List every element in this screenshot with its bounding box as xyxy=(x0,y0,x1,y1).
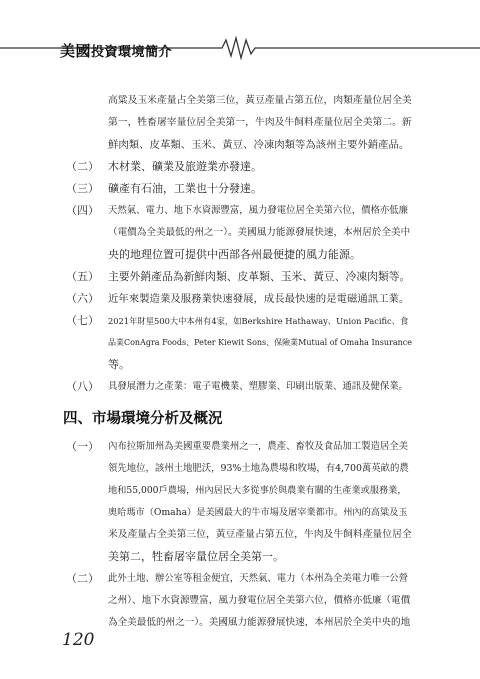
list-item-text: 具發展潛力之產業：電子電機業、塑膠業、印刷出版業、通訊及健保業。 xyxy=(108,381,409,392)
list-item-text: 礦產有石油，工業也十分發達。 xyxy=(108,182,262,195)
section-item-text: 領先地位，該州土地肥沃，93%土地為農場和牧場，有4,700萬英畝的農 xyxy=(108,463,409,474)
list-item-number: （七） xyxy=(66,314,99,327)
list-item-text: 央的地理位置可提供中西部各州最便捷的風力能源。 xyxy=(108,248,361,261)
list-item-number: （四） xyxy=(66,204,99,217)
list-item-text: 天然氣、電力、地下水資源豐富，風力發電位居全美第六位，價格亦低廉 xyxy=(108,205,409,216)
section-title: 四、市場環境分析及概況 xyxy=(63,410,223,427)
list-item-number: （五） xyxy=(66,270,99,283)
section-item-number: （二） xyxy=(66,572,99,585)
paragraph-line: 第一，牲畜屠宰量位居全美第一，牛肉及牛飼料產量位居全美第二。新 xyxy=(108,117,412,128)
list-item-text: 木材業、礦業及旅遊業亦發達。 xyxy=(108,160,262,173)
page-number: 120 xyxy=(62,630,95,650)
list-item-number: （八） xyxy=(66,380,99,393)
list-item-number: （二） xyxy=(66,160,99,173)
section-item-text: 米及產量占全美第三位，黃豆產量占第五位，牛肉及牛飼料產量位居全 xyxy=(108,529,412,540)
list-item-text: 近年來製造業及服務業快速發展，成長最快速的是電磁通訊工業。 xyxy=(108,293,410,305)
list-item-text: 2021年財星500大中本州有4家，如Berkshire Hathaway、Union Pacific、食 xyxy=(108,316,409,326)
header-title xyxy=(60,40,172,61)
list-item-text: 品業ConAgra Foods、Peter Kiewit Sons、保險業Mutual of Omaha Insurance xyxy=(108,338,412,347)
list-item-text: 等。 xyxy=(108,358,130,371)
header-title-main: 美國 xyxy=(60,42,92,60)
header-title-rest: 投資環境簡介 xyxy=(91,45,173,60)
list-item-number: （三） xyxy=(66,182,99,195)
list-item-text: 主要外銷產品為新鮮肉類、皮革類、玉米、黃豆、冷凍肉類等。 xyxy=(108,270,411,283)
section-item-text: 美第二，牲畜屠宰量位居全美第一。 xyxy=(108,550,284,563)
section-item-text: 此外土地、辦公室等租金便宜，天然氣、電力（本州為全美電力唯一公營 xyxy=(108,573,409,584)
page-header xyxy=(0,0,480,80)
list-item-number: （六） xyxy=(66,292,99,305)
paragraph-line: 高粱及玉米產量占全美第三位，黃豆產量占第五位，肉類產量位居全美 xyxy=(108,95,412,106)
section-item-text: 內布拉斯加州為美國重要農業州之一，農產、畜牧及食品加工製造居全美 xyxy=(108,441,409,452)
section-item-text: 之州）、地下水資源豐富，風力發電位居全美第六位，價格亦低廉（電價 xyxy=(108,595,411,606)
list-item-text: （電價為全美最低的州之一）。美國風力能源發展快速，本州居於全美中 xyxy=(108,227,411,238)
section-item-text: 奧哈瑪市（Omaha）是美國最大的牛市場及屠宰業都市。州內的高粱及玉 xyxy=(108,507,408,518)
paragraph-line: 鮮肉類、皮革類、玉米、黃豆、冷凍肉類等為該州主要外銷產品。 xyxy=(108,139,410,151)
section-item-text: 為全美最低的州之一）。美國風力能源發展快速，本州居於全美中央的地 xyxy=(108,617,411,628)
section-item-text: 地和55,000戶農場，州內居民大多從事於與農業有關的生產業或服務業， xyxy=(108,485,407,496)
section-item-number: （一） xyxy=(66,440,99,453)
